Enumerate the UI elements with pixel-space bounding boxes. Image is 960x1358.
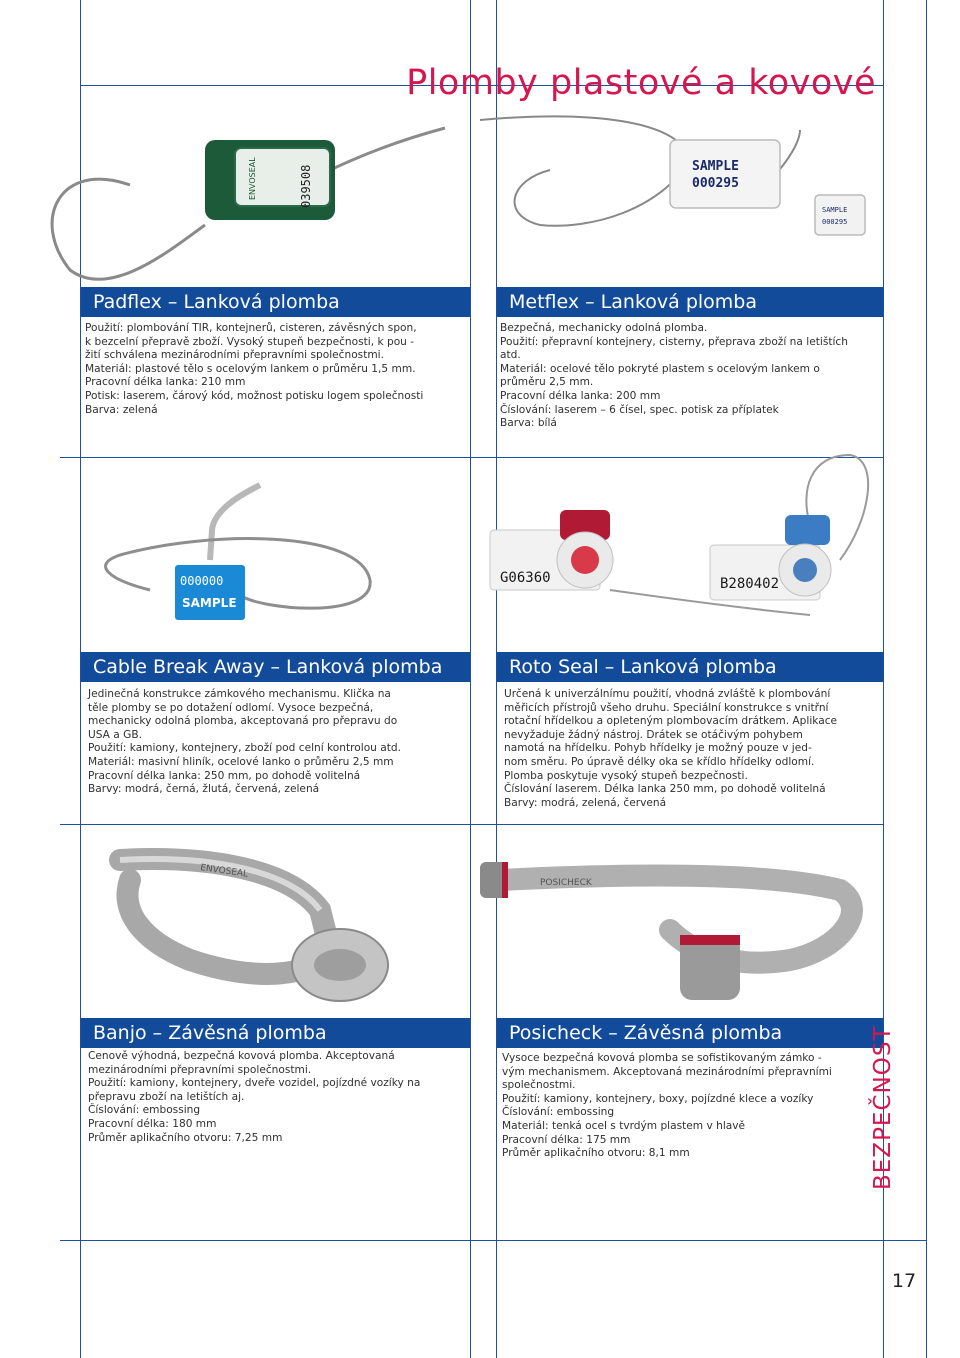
roto-seal-description: [504, 688, 880, 810]
banjo-title-band: [81, 1018, 470, 1048]
desc-line: Pracovní délka lanka: 210 mm: [85, 376, 246, 389]
desc-line: mezinárodními přepravními společnostmi.: [88, 1063, 312, 1076]
desc-line: Bezpečná, mechanicky odolná plomba.: [500, 322, 708, 334]
posicheck-photo: [480, 840, 880, 1020]
roto-seal-code-text-2: B280402: [720, 576, 780, 592]
metflex-title: Metflex – Lanková plomba: [509, 291, 758, 313]
desc-line: Plomba poskytuje vysoký stupeň bezpečnosti.: [504, 769, 748, 782]
padflex-title-band: [81, 287, 470, 317]
padflex-brand-text: ENVOSEAL: [248, 157, 257, 200]
desc-line: Materiál: masivní hliník, ocelové lanko o průměru 2,5 mm: [88, 755, 394, 768]
cable-break-away-description: [88, 688, 466, 797]
metflex-description: [500, 322, 878, 431]
posicheck-title: Posicheck – Závěsná plomba: [509, 1022, 783, 1044]
desc-line: atd.: [500, 349, 521, 362]
padflex-photo: [20, 100, 480, 285]
banjo-title: Banjo – Závěsná plomba: [93, 1022, 327, 1044]
desc-line: Potisk: laserem, čárový kód, možnost potisku logem společnosti: [85, 389, 424, 402]
banjo-photo: [90, 840, 470, 1010]
desc-line: Průměr aplikačního otvoru: 8,1 mm: [502, 1147, 690, 1160]
desc-line: Pracovní délka lanka: 250 mm, po dohodě volitelná: [88, 769, 361, 782]
posicheck-brand-text: POSICHECK: [540, 878, 592, 888]
metflex-cap-sample-text: SAMPLE: [822, 206, 848, 214]
cable-break-away-photo: [90, 470, 470, 640]
grid-line-horizontal-3: [60, 824, 883, 825]
metflex-code-text: 000295: [692, 176, 739, 191]
side-section-label: BEZPEČNOST: [870, 1025, 896, 1190]
posicheck-title-band: [497, 1018, 883, 1048]
desc-line: rotační hřídelkou a opleteným plombovacím drátkem. Aplikace: [504, 715, 838, 728]
desc-line: Použití: kamiony, kontejnery, dveře vozidel, pojízdné vozíky na: [88, 1077, 421, 1090]
metflex-sample-text: SAMPLE: [692, 159, 739, 174]
banjo-description: [88, 1050, 466, 1145]
desc-line: Materiál: ocelové tělo pokryté plastem s ocelovým lankem o: [500, 362, 820, 375]
desc-line: vým mechanismem. Akceptovaná mezinárodními přepravními: [502, 1065, 832, 1078]
cable-break-away-title-band: [81, 652, 470, 682]
desc-line: k bezcelní přepravě zboží. Vysoký stupeň bezpečnosti, k pou -: [85, 335, 415, 348]
padflex-code-text: 039508: [299, 164, 313, 208]
desc-line: společnostmi.: [502, 1079, 576, 1092]
desc-line: Použití: kamiony, kontejnery, boxy, pojízdné klece a vozíky: [502, 1092, 814, 1105]
page-number: 17: [891, 1270, 917, 1292]
desc-line: Barvy: modrá, černá, žlutá, červená, zelená: [88, 783, 320, 796]
page-title: Plomby plastové a kovové: [406, 63, 876, 104]
desc-line: Pracovní délka lanka: 200 mm: [500, 389, 661, 402]
desc-line: Materiál: plastové tělo s ocelovým lankem o průměru 1,5 mm.: [85, 362, 416, 375]
desc-line: Barva: zelená: [85, 403, 158, 416]
desc-line: Pracovní délka: 175 mm: [502, 1133, 631, 1146]
desc-line: nevyžaduje žádný nástroj. Drátek se otáčivým pohybem: [504, 728, 803, 741]
banjo-brand-text: ENVOSEAL: [199, 863, 249, 880]
desc-line: Barvy: modrá, zelená, červená: [504, 796, 667, 809]
desc-line: měřicích přístrojů všeho druhu. Speciální konstrukce s vnitřní: [504, 701, 829, 714]
desc-line: Pracovní délka: 180 mm: [88, 1117, 217, 1130]
desc-line: průměru 2,5 mm.: [500, 376, 594, 389]
desc-line: Jedinečná konstrukce zámkového mechanismu. Klička na: [88, 688, 391, 700]
roto-seal-code-text-1: G06360: [500, 570, 551, 586]
desc-line: těle plomby se po dotažení odlomí. Vysoce bezpečná,: [88, 701, 374, 714]
cable-break-away-code-text: 000000: [180, 574, 224, 588]
desc-line: Číslování: laserem – 6 čísel, spec. potisk za příplatek: [500, 403, 779, 416]
desc-line: mechanicky odolná plomba, akceptovaná pro přepravu do: [88, 715, 398, 728]
cable-break-away-title: Cable Break Away – Lanková plomba: [93, 656, 443, 678]
desc-line: namotá na hřídelku. Pohyb hřídelky je možný pouze v jed-: [504, 742, 812, 755]
roto-seal-title-band: [497, 652, 883, 682]
cable-break-away-sample-text: SAMPLE: [182, 596, 237, 610]
desc-line: Cenově výhodná, bezpečná kovová plomba. Akceptovaná: [88, 1050, 395, 1062]
roto-seal-photo: [480, 450, 880, 640]
desc-line: přepravu zboží na letištích aj.: [88, 1090, 245, 1103]
desc-line: USA a GB.: [88, 728, 142, 741]
desc-line: žití schválena mezinárodními přepravními společnostmi.: [85, 349, 384, 362]
desc-line: Průměr aplikačního otvoru: 7,25 mm: [88, 1131, 283, 1144]
desc-line: Vysoce bezpečná kovová plomba se sofistikovaným zámko -: [502, 1052, 822, 1064]
padflex-description: [85, 322, 465, 417]
desc-line: Určená k univerzálnímu použití, vhodná zvláště k plombování: [504, 688, 831, 700]
grid-line-horizontal-4: [60, 1240, 926, 1241]
desc-line: Použití: kamiony, kontejnery, zboží pod celní kontrolou atd.: [88, 742, 402, 755]
metflex-cap-code-text: 000295: [822, 218, 848, 226]
metflex-title-band: [497, 287, 883, 317]
grid-line-vertical-far-right: [926, 0, 927, 1358]
desc-line: nom směru. Po úpravě délky oka se křídlo hřídelky odlomí.: [504, 755, 815, 768]
padflex-title: Padflex – Lanková plomba: [93, 291, 340, 313]
desc-line: Použití: přepravní kontejnery, cisterny, přeprava zboží na letištích: [500, 335, 848, 348]
desc-line: Barva: bílá: [500, 417, 557, 430]
metflex-photo: [470, 100, 890, 285]
desc-line: Použití: plombování TIR, kontejnerů, cisteren, závěsných spon,: [85, 322, 417, 334]
desc-line: Číslování: embossing: [88, 1104, 201, 1117]
roto-seal-title: Roto Seal – Lanková plomba: [509, 656, 777, 678]
desc-line: Číslování laserem. Délka lanka 250 mm, po dohodě volitelná: [504, 783, 826, 796]
desc-line: Materiál: tenká ocel s tvrdým plastem v hlavě: [502, 1119, 746, 1132]
desc-line: Číslování: embossing: [502, 1106, 615, 1119]
posicheck-description: [502, 1052, 878, 1161]
